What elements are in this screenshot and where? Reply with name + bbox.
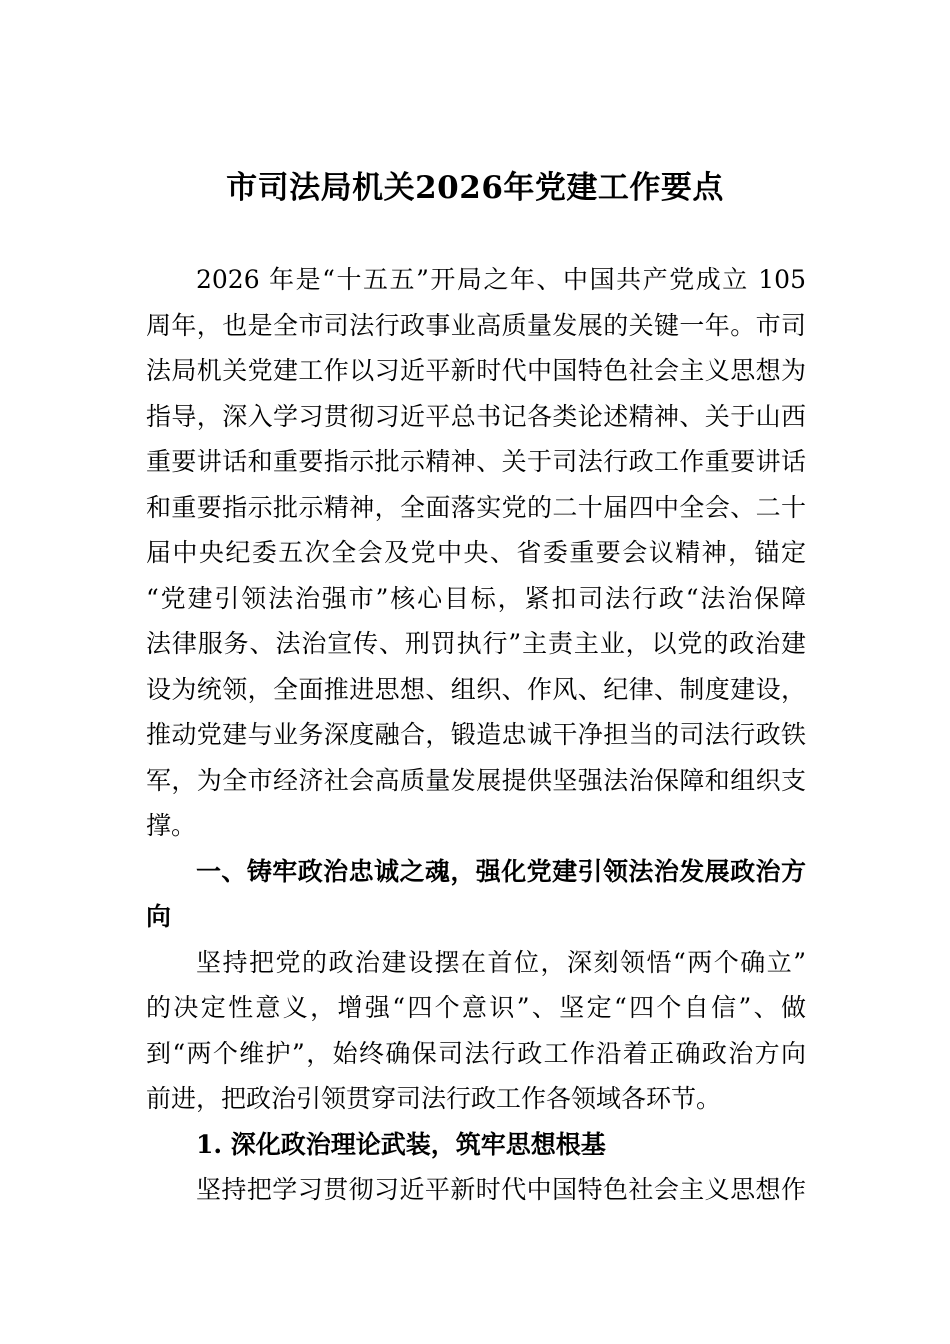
paragraph: [146, 1167, 806, 1213]
text-line: 的决定性意义，增强“四个意识”、坚定“四个自信”、做: [146, 993, 806, 1022]
text-line: 指导，深入学习贯彻习近平总书记各类论述精神、关于山西: [146, 401, 806, 431]
text-line: “党建引领法治强市”核心目标，紧扣司法行政“法治保障: [146, 583, 806, 613]
section-heading: [146, 849, 806, 940]
text-line: 到“两个维护”，始终确保司法行政工作沿着正确政治方向: [146, 1038, 806, 1068]
text-line: 重要讲话和重要指示批示精神、关于司法行政工作重要讲话: [146, 447, 806, 476]
text-line: 和重要指示批示精神，全面落实党的二十届四中全会、二十: [146, 492, 806, 522]
text-line: 前进，把政治引领贯穿司法行政工作各领域各环节。: [146, 1084, 722, 1113]
document-title: 市司法局机关2026年党建工作要点: [226, 170, 724, 206]
text-line: 2026 年是“十五五”开局之年、中国共产党成立 105: [196, 265, 806, 294]
text-line: 法局机关党建工作以习近平新时代中国特色社会主义思想为: [146, 356, 806, 385]
text-line: 一、铸牢政治忠诚之魂，强化党建引领法治发展政治方: [196, 856, 806, 886]
text-line: 届中央纪委五次全会及党中央、省委重要会议精神，锚定: [146, 538, 806, 567]
paragraph: [146, 940, 806, 1122]
text-line: 1. 深化政治理论武装，筑牢思想根基: [196, 1129, 606, 1159]
text-line: 坚持把学习贯彻习近平新时代中国特色社会主义思想作: [196, 1175, 806, 1204]
text-line: 推动党建与业务深度融合，锻造忠诚干净担当的司法行政铁: [146, 720, 806, 749]
document-body: [146, 257, 806, 1213]
text-line: 向: [146, 902, 172, 931]
text-line: 撑。: [146, 811, 197, 840]
section-heading: [146, 1122, 806, 1168]
text-line: 坚持把党的政治建设摆在首位，深刻领悟“两个确立”: [196, 947, 806, 977]
text-line: 法律服务、法治宣传、刑罚执行”主责主业，以党的政治建: [146, 629, 806, 658]
text-line: 周年，也是全市司法行政事业高质量发展的关键一年。市司: [146, 310, 806, 340]
paragraph: [146, 257, 806, 849]
text-line: 军，为全市经济社会高质量发展提供坚强法治保障和组织支: [146, 765, 806, 795]
text-line: 设为统领，全面推进思想、组织、作风、纪律、制度建设，: [146, 674, 806, 704]
